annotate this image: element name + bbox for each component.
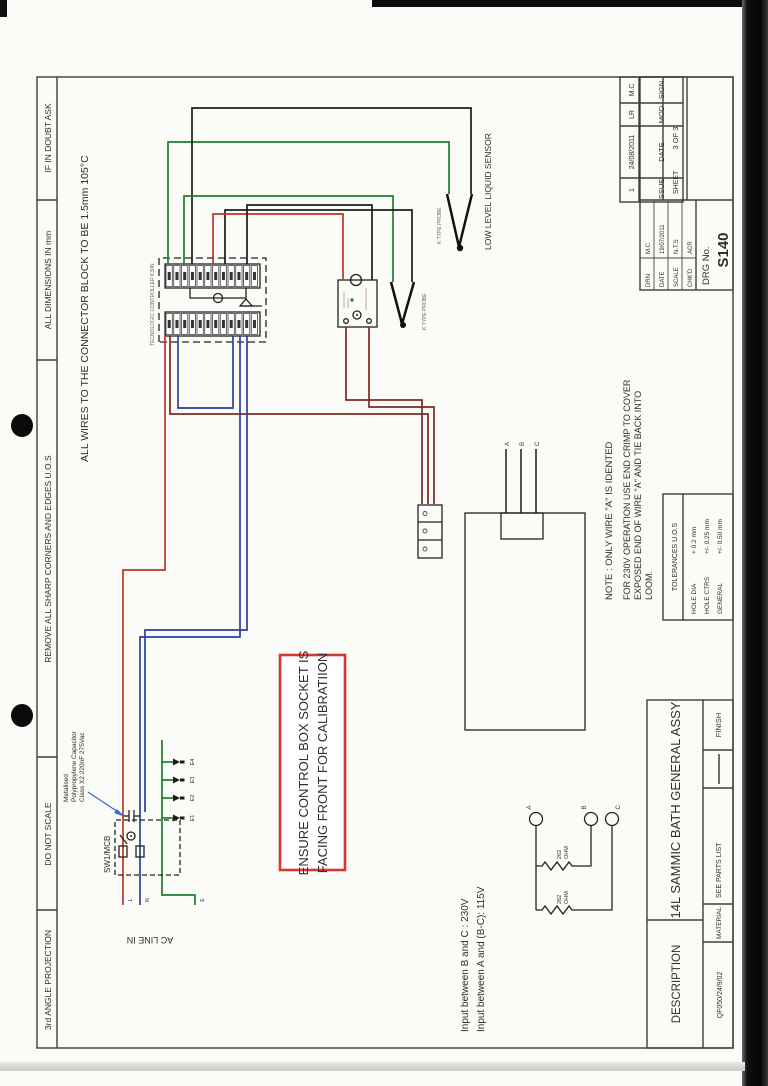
scale-value: N.T.S bbox=[674, 239, 680, 254]
capacitor-note bbox=[63, 730, 125, 817]
controller-terminal-strip-a bbox=[166, 314, 258, 335]
revision-mod-value: LR bbox=[629, 110, 636, 119]
scan-edge-right bbox=[742, 0, 768, 1086]
wire-a-note bbox=[604, 379, 654, 600]
lls-probe-type: K TYPE PROBE bbox=[437, 207, 443, 244]
wire-maroon-strip-clamp bbox=[170, 336, 428, 504]
revision-issue-value: 1 bbox=[629, 188, 636, 192]
chkd-value: ACR bbox=[688, 241, 694, 254]
tol-general-label: GENERAL bbox=[717, 582, 724, 614]
wire-black-liquid-sensor bbox=[192, 108, 471, 264]
warning-box bbox=[280, 650, 345, 875]
edge-note-sharp-corners: REMOVE ALL SHARP CORNERS AND EDGES U.O.S bbox=[43, 455, 53, 663]
resistor-a-c bbox=[536, 826, 612, 915]
sensor-label: LOW LEVEL LIQUID SENSOR bbox=[483, 133, 493, 250]
earth-connectors bbox=[162, 759, 196, 822]
controller-terminal-strip-b bbox=[166, 266, 258, 287]
resistor-network bbox=[527, 805, 622, 915]
revision-date-value: 24/08/2011 bbox=[629, 134, 636, 170]
tol-general-value: +/- 0.50 mm bbox=[717, 519, 724, 554]
capacitor-note-line3: Class X2 220nF 275Vac bbox=[79, 732, 86, 802]
drg-no-label: DRG No. bbox=[701, 246, 712, 285]
sheet-value: 3 OF 3 bbox=[671, 126, 680, 150]
punch-hole-top bbox=[11, 414, 33, 437]
wiring-note: ALL WIRES TO THE CONNECTOR BLOCK TO BE 1.5mm 105°C bbox=[79, 155, 91, 462]
heater-tank bbox=[465, 441, 585, 730]
drawing-sheet bbox=[35, 75, 735, 1050]
input-voltage-note bbox=[460, 886, 487, 1032]
revision-date-label: DATE bbox=[657, 142, 666, 162]
title-block bbox=[640, 77, 733, 290]
element-pin-a: A bbox=[505, 441, 511, 446]
description-label: DESCRIPTION bbox=[671, 944, 683, 1024]
tolerances-block bbox=[663, 494, 733, 620]
ssr-center-dot bbox=[356, 314, 358, 316]
date-label: DATE bbox=[660, 271, 666, 287]
low-level-liquid-sensor bbox=[437, 133, 493, 251]
revision-mod-label: MOD bbox=[657, 105, 666, 124]
wire-maroon-ssr-out-2 bbox=[369, 327, 434, 504]
wire-maroon-ssr-out-1 bbox=[346, 327, 422, 504]
edge-note-projection: 3rd ANGLE PROJECTION bbox=[43, 929, 53, 1031]
terminal-b-label: B bbox=[582, 805, 588, 810]
resistor2-unit: OHM bbox=[564, 891, 570, 904]
resistor1-value: 262 bbox=[557, 849, 563, 859]
note-line3: EXPOSED END OF WIRE "A" AND TIE BACK INTO bbox=[633, 390, 643, 600]
wire-green-liquid-sensor bbox=[168, 142, 449, 264]
edge-note-doubt: IF IN DOUBT ASK bbox=[43, 103, 53, 173]
tolerances-title: TOLERANCES U.O.S bbox=[672, 522, 679, 592]
ac-line-label: AC LINE IN bbox=[126, 935, 174, 945]
input-note-line1: Input between B and C : 230V bbox=[460, 898, 471, 1032]
note-line4: LOOM. bbox=[644, 570, 654, 600]
solid-state-relay bbox=[338, 275, 377, 328]
terminal-a-label: A bbox=[527, 805, 533, 810]
element-pin-b: B bbox=[520, 441, 526, 446]
chkd-label: CHK'D bbox=[688, 268, 694, 287]
terminal-b bbox=[585, 813, 598, 826]
punch-hole-bottom bbox=[11, 704, 33, 727]
ssr-screw-1 bbox=[344, 319, 349, 324]
revision-issue-label: ISSUE bbox=[657, 178, 666, 202]
terminal-c-label: C bbox=[616, 805, 622, 810]
input-note-line2: Input between A and (B-C): 115V bbox=[476, 886, 487, 1032]
ssr-screw-2 bbox=[367, 319, 372, 324]
edge-note-dimensions: ALL DIMENSIONS IN mm bbox=[43, 230, 53, 330]
mcb-switch bbox=[103, 820, 180, 875]
warning-line1: ENSURE CONTROL BOX SOCKET IS bbox=[296, 650, 311, 876]
controller-block bbox=[150, 258, 266, 346]
scan-shadow-bottom bbox=[0, 1062, 745, 1071]
finish-label: FINISH bbox=[714, 712, 723, 738]
capacitor-note-line2: Polypropylene Capacitor bbox=[71, 731, 78, 802]
earth-label-e1: E1 bbox=[190, 814, 196, 822]
description-block bbox=[647, 700, 733, 1048]
earth-label-e3: E3 bbox=[190, 776, 196, 784]
sheet-label: SHEET bbox=[673, 170, 680, 194]
scan-edge-top bbox=[372, 0, 744, 7]
material-label: MATERIAL bbox=[716, 906, 723, 940]
earth-label-e4: E4 bbox=[190, 758, 196, 766]
earth-label: E bbox=[200, 898, 206, 902]
drg-no-value: S140 bbox=[715, 232, 732, 268]
warning-line2: FACING FRONT FOR CALIBRATIION bbox=[315, 652, 330, 874]
ac-line-in bbox=[127, 898, 206, 945]
flag-marker bbox=[240, 299, 252, 306]
clamp-terminal-block bbox=[418, 505, 442, 558]
capacitor-note-line1: Metalised bbox=[63, 774, 70, 802]
terminal-a bbox=[530, 813, 543, 826]
neutral-label: N bbox=[145, 898, 151, 902]
doc-ref: QF050/24/9/02 bbox=[717, 971, 724, 1019]
revision-sign-value: M.C bbox=[629, 83, 636, 97]
element-pin-c: C bbox=[535, 441, 541, 446]
earth-label-e2: E2 bbox=[190, 794, 196, 802]
note-line2: FOR 230V OPERATION USE END CRIMP TO COVER bbox=[622, 379, 632, 600]
sw-mcb-label: SW1/MCB bbox=[103, 835, 112, 873]
scan-mark-top-left bbox=[0, 0, 7, 17]
resistor2-value: 262 bbox=[557, 894, 563, 904]
temp-probe-type: K TYPE PROBE bbox=[422, 293, 428, 330]
wire-blue-jumper bbox=[178, 336, 233, 408]
drn-label: DRN bbox=[646, 274, 652, 287]
drawing-title: 14L SAMMIC BATH GENERAL ASSY bbox=[668, 701, 683, 919]
terminal-c bbox=[606, 813, 619, 826]
tol-hole-ctrs-label: HOLE CTRS bbox=[704, 576, 711, 614]
drn-value: M.C bbox=[646, 243, 652, 254]
material-value: SEE PARTS LIST bbox=[716, 842, 723, 898]
date-value: 19/07/2011 bbox=[660, 224, 666, 254]
controller-label: TECNOLOGIC CONTROLLER K30N bbox=[150, 263, 156, 346]
tol-hole-dia-value: + 0.2 mm bbox=[691, 526, 698, 554]
note-line1: NOTE : ONLY WIRE "A" IS IDENTED bbox=[604, 441, 615, 600]
tol-hole-ctrs-value: +/- 0.25 mm bbox=[704, 519, 711, 554]
tol-hole-dia-label: HOLE DIA bbox=[691, 583, 698, 614]
scale-label: SCALE bbox=[674, 267, 680, 287]
line-label: L bbox=[128, 898, 134, 902]
temperature-probe bbox=[391, 282, 428, 330]
ssr-led bbox=[350, 298, 353, 301]
edge-note-no-scale: DO NOT SCALE bbox=[43, 802, 53, 866]
revision-sign-label: SIGN bbox=[657, 80, 666, 100]
resistor1-unit: OHM bbox=[564, 846, 570, 859]
